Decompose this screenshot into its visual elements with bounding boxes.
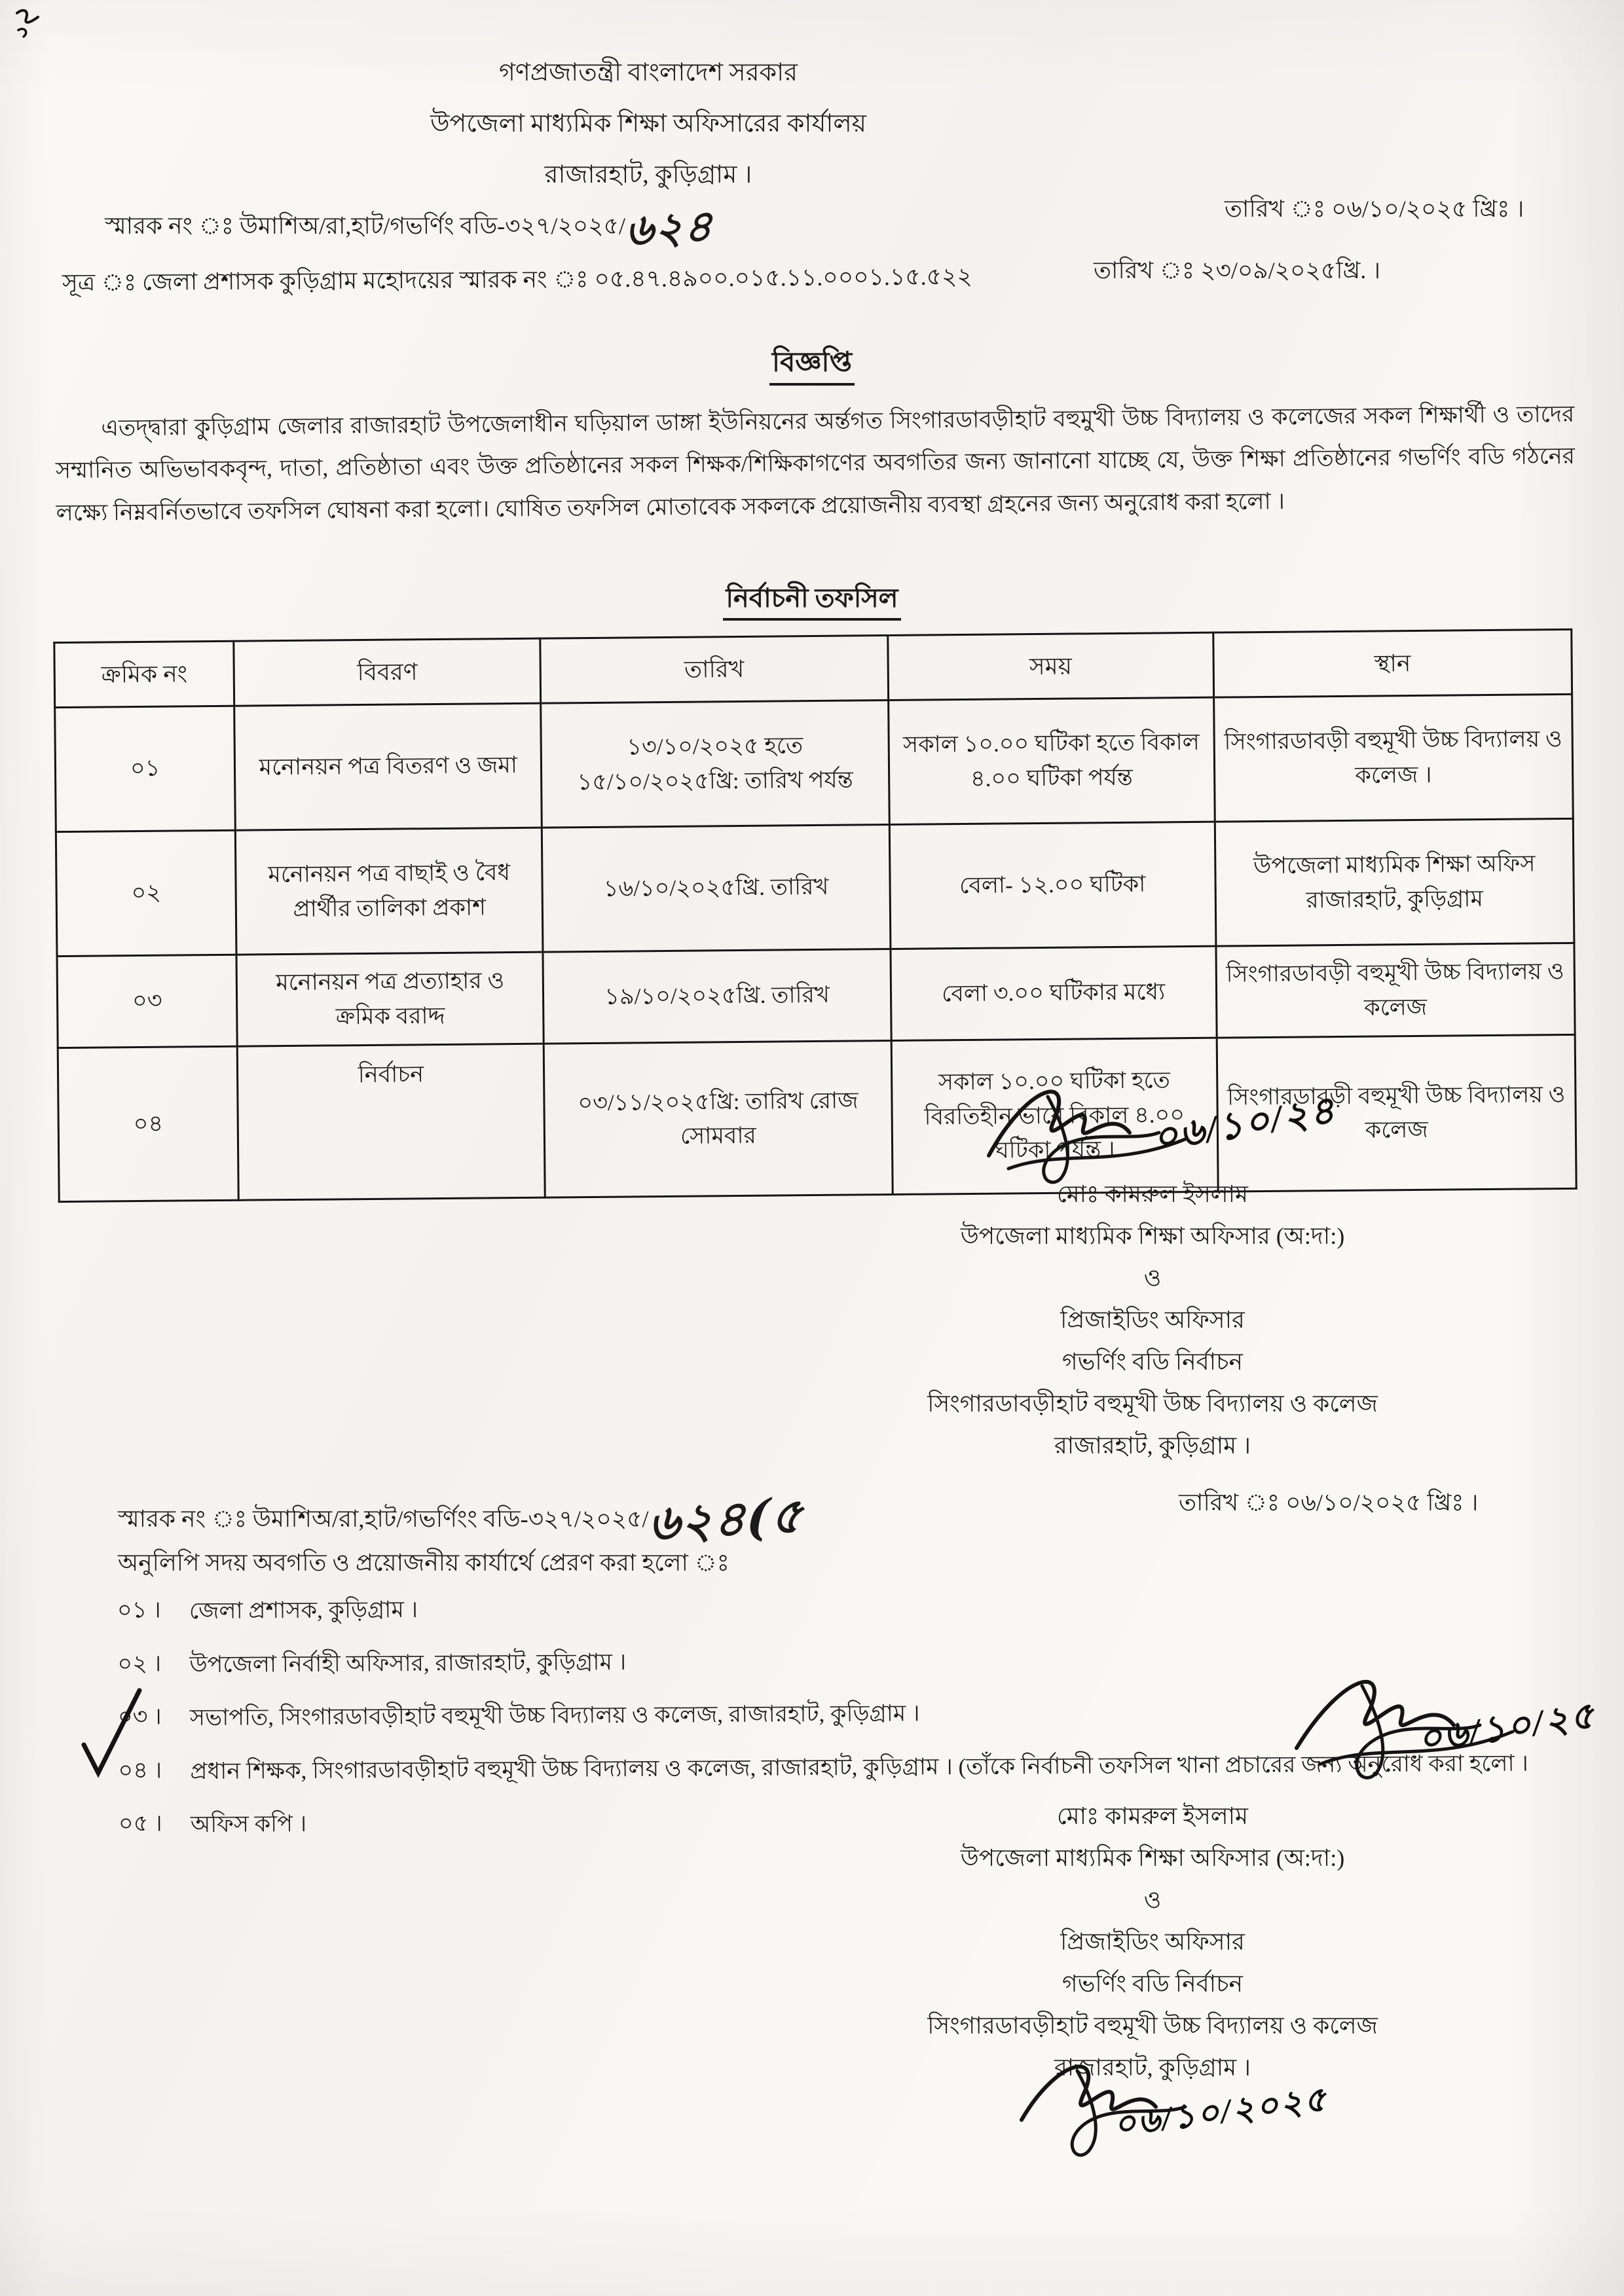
table-cell: সিংগারডাবড়ী বহুমূখী উচ্চ বিদ্যালয় ও কলেজ । xyxy=(1213,694,1573,822)
table-cell: ১৯/১০/২০২৫খ্রি. তারিখ xyxy=(543,949,891,1044)
table-cell: সকাল ১০.০০ ঘটিকা হতে বিকাল ৪.০০ ঘটিকা পর্যন্ত xyxy=(888,697,1215,824)
signatory-name: মোঃ কামরুল ইসলাম xyxy=(1056,1181,1249,1207)
signatory-role2: গভর্ণিং বডি নির্বাচন xyxy=(1062,1971,1243,1997)
signatory-institution: সিংগারডাবড়ীহাট বহুমূখী উচ্চ বিদ্যালয় ও কলেজ xyxy=(927,2013,1378,2039)
table-cell: ০৩ xyxy=(57,955,238,1048)
table-cell: সিংগারডাবড়ী বহুমূখী উচ্চ বিদ্যালয় ও কলেজ xyxy=(1216,943,1576,1038)
signatory-conjunction: ও xyxy=(1143,1265,1162,1291)
signatory-role2: গভর্ণিং বডি নির্বাচন xyxy=(1062,1349,1243,1375)
signatory-conjunction: ও xyxy=(1143,1887,1162,1913)
col-serial: ক্রমিক নং xyxy=(54,641,234,707)
table-cell: বেলা ৩.০০ ঘটিকার মধ্যে xyxy=(891,946,1217,1040)
signature-date-1: ০৬/১০/২৪ xyxy=(1150,1088,1340,1159)
col-place: স্থান xyxy=(1213,629,1572,697)
signature-date-2: ০৬/১০/২৫ xyxy=(1415,1695,1599,1760)
signatory-designation: উপজেলা মাধ্যমিক শিক্ষা অফিসার (অ:দা:) xyxy=(960,1845,1345,1871)
table-cell: মনোনয়ন পত্র প্রত্যাহার ও ক্রমিক বরাদ্দ xyxy=(236,952,544,1046)
schedule-table-body xyxy=(55,694,1577,1201)
table-row xyxy=(55,694,1574,831)
memo2-date: তারিখ ঃ ০৬/১০/২০২৫ খ্রিঃ । xyxy=(1179,1489,1479,1516)
table-cell: মনোনয়ন পত্র বাছাই ও বৈধ প্রার্থীর তালিকা প্রকাশ xyxy=(236,828,544,955)
office-name: উপজেলা মাধ্যমিক শিক্ষা অফিসারের কার্যালয় xyxy=(430,110,867,137)
signatory-name: মোঃ কামরুল ইসলাম xyxy=(1056,1803,1249,1829)
government-name: গণপ্রজাতন্ত্রী বাংলাদেশ সরকার xyxy=(498,59,798,86)
memo-number-line-2 xyxy=(118,1487,805,1552)
col-time: সময় xyxy=(887,632,1213,700)
signatory-role1: প্রিজাইডিং অফিসার xyxy=(1060,1307,1245,1333)
table-cell: সকাল ১০.০০ ঘটিকা হতে বিরতিহীন ভাবে বিকাল ৪.০০ ঘটিকা পর্যন্ত । xyxy=(891,1038,1218,1194)
memo-number-handwritten: ৬২৪ xyxy=(624,200,715,256)
table-cell: ০৪ xyxy=(58,1046,238,1201)
list-item-text: প্রধান শিক্ষক, সিংগারডাবড়ীহাট বহুমূখী উচ্চ বিদ্যালয় ও কলেজ, রাজারহাট, কুড়িগ্রাম । (তাঁকে নির্বাচনী তফসিল খানা প্রচারের জন্য অনুরোধ করা হলো । xyxy=(190,1750,1528,1784)
letterhead xyxy=(0,0,1297,203)
list-item-number: ০১ । xyxy=(117,1597,161,1623)
list-item-number: ০২ । xyxy=(117,1650,162,1677)
table-cell: সিংগারডাবড়ী বহুমূখী উচ্চ বিদ্যালয় ও কলেজ xyxy=(1217,1034,1576,1192)
list-item-text: জেলা প্রশাসক, কুড়িগ্রাম । xyxy=(189,1597,418,1624)
list-item-number: ০৫ । xyxy=(118,1810,162,1836)
table-row xyxy=(56,818,1574,956)
checkmark-icon xyxy=(77,1683,149,1781)
distribution-intro: অনুলিপি সদয় অবগতি ও প্রয়োজনীয় কার্যার্থে প্রেরণ করা হলো ঃ xyxy=(118,1550,729,1576)
col-description: বিবরণ xyxy=(234,638,541,706)
table-cell: উপজেলা মাধ্যমিক শিক্ষা অফিস রাজারহাট, কুড়িগ্রাম xyxy=(1215,818,1574,946)
table-cell: নির্বাচন xyxy=(238,1044,545,1200)
reference-line: সূত্র ঃ জেলা প্রশাসক কুড়িগ্রাম মহোদয়ের স্মারক নং ঃ ০৫.৪৭.৪৯০০.০১৫.১১.০০০১.১৫.৫২২ xyxy=(62,263,972,296)
memo-date: তারিখ ঃ ০৬/১০/২০২৫ খ্রিঃ । xyxy=(1225,196,1524,222)
signatory-role1: প্রিজাইডিং অফিসার xyxy=(1060,1929,1245,1955)
memo-number-line xyxy=(105,200,715,256)
signature-block-1 xyxy=(753,1173,1552,1467)
table-cell: বেলা- ১২.০০ ঘটিকা xyxy=(889,822,1216,949)
col-date: তারিখ xyxy=(540,636,888,704)
signatory-address: রাজারহাট, কুড়িগ্রাম । xyxy=(1054,1432,1251,1459)
memo2-handwritten: ৬২৪(৫ xyxy=(647,1487,805,1552)
list-item-text: উপজেলা নির্বাহী অফিসার, রাজারহাট, কুড়িগ্রাম । xyxy=(189,1649,627,1677)
table-cell: মনোনয়ন পত্র বিতরণ ও জমা xyxy=(234,703,542,830)
signature-block-2 xyxy=(753,1795,1552,2088)
table-cell: ১৬/১০/২০২৫খ্রি. তারিখ xyxy=(542,825,891,953)
table-cell: ০১ xyxy=(55,706,236,831)
list-item-number: ০৩ । xyxy=(117,1704,162,1730)
table-row xyxy=(57,943,1575,1048)
signature-date-3: ০৬/১০/২০২৫ xyxy=(1111,2081,1331,2144)
election-schedule-table xyxy=(53,629,1577,1203)
signatory-designation: উপজেলা মাধ্যমিক শিক্ষা অফিসার (অ:দা:) xyxy=(960,1223,1345,1249)
notice-body: এতদ্দ্বারা কুড়িগ্রাম জেলার রাজারহাট উপজেলাধীন ঘড়িয়াল ডাঙ্গা ইউনিয়নের অর্ন্তগত সিংগারডাবড়ীহাট বহুমুখী উচ্চ বিদ্যালয় ও কলেজের সকল শিক্ষার্থী ও তাদের সম্মানিত অভিভাবকবৃন্দ, দাতা, প্রতিষ্ঠাতা এবং উক্ত প্রতিষ্ঠানের সকল শিক্ষক/শিক্ষিকাগণের অবগতির জন্য জানানো যাচ্ছে যে, উক্ত শিক্ষা প্রতিষ্ঠানের গভর্ণিং বডি গঠনের লক্ষ্যে নিম্নবর্নিতভাবে তফসিল ঘোষনা করা হলো। ঘোষিত তফসিল মোতাবেক সকলকে প্রয়োজনীয় ব্যবস্থা গ্রহনের জন্য অনুরোধ করা হলো । xyxy=(55,401,1576,526)
signatory-address: রাজারহাট, কুড়িগ্রাম । xyxy=(1054,2054,1251,2081)
memo-number-label: স্মারক নং ঃ উমাশিঅ/রা,হাট/গভর্ণিং বডি-৩২৭/২০২৫/ xyxy=(105,213,625,239)
notice-title: বিজ্ঞপ্তি xyxy=(0,340,1624,387)
list-item-text: অফিস কপি । xyxy=(190,1811,307,1838)
list-item-number: ০৪ । xyxy=(118,1757,162,1783)
table-cell: ০৩/১১/২০২৫খ্রি: তারিখ রোজ সোমবার xyxy=(544,1040,892,1197)
schedule-title: নির্বাচনী তফসিল xyxy=(0,577,1624,621)
table-cell: ০২ xyxy=(56,830,236,956)
memo2-label: স্মারক নং ঃ উমাশিঅ/রা,হাট/গভর্ণিংং বডি-৩২৭/২০২৫/ xyxy=(118,1506,649,1532)
reference-date: তারিখ ঃ ২৩/০৯/২০২৫খ্রি. । xyxy=(1094,257,1381,283)
office-address: রাজারহাট, কুড়িগ্রাম । xyxy=(544,161,752,189)
signatory-institution: সিংগারডাবড়ীহাট বহুমূখী উচ্চ বিদ্যালয় ও কলেজ xyxy=(927,1391,1378,1417)
list-item xyxy=(117,1583,1578,1631)
table-cell: ১৩/১০/২০২৫ হতে ১৫/১০/২০২৫খ্রি: তারিখ পর্যন্ত xyxy=(541,701,889,828)
list-item-text: সভাপতি, সিংগারডাবড়ীহাট বহুমূখী উচ্চ বিদ্যালয় ও কলেজ, রাজারহাট, কুড়িগ্রাম । xyxy=(189,1700,920,1731)
